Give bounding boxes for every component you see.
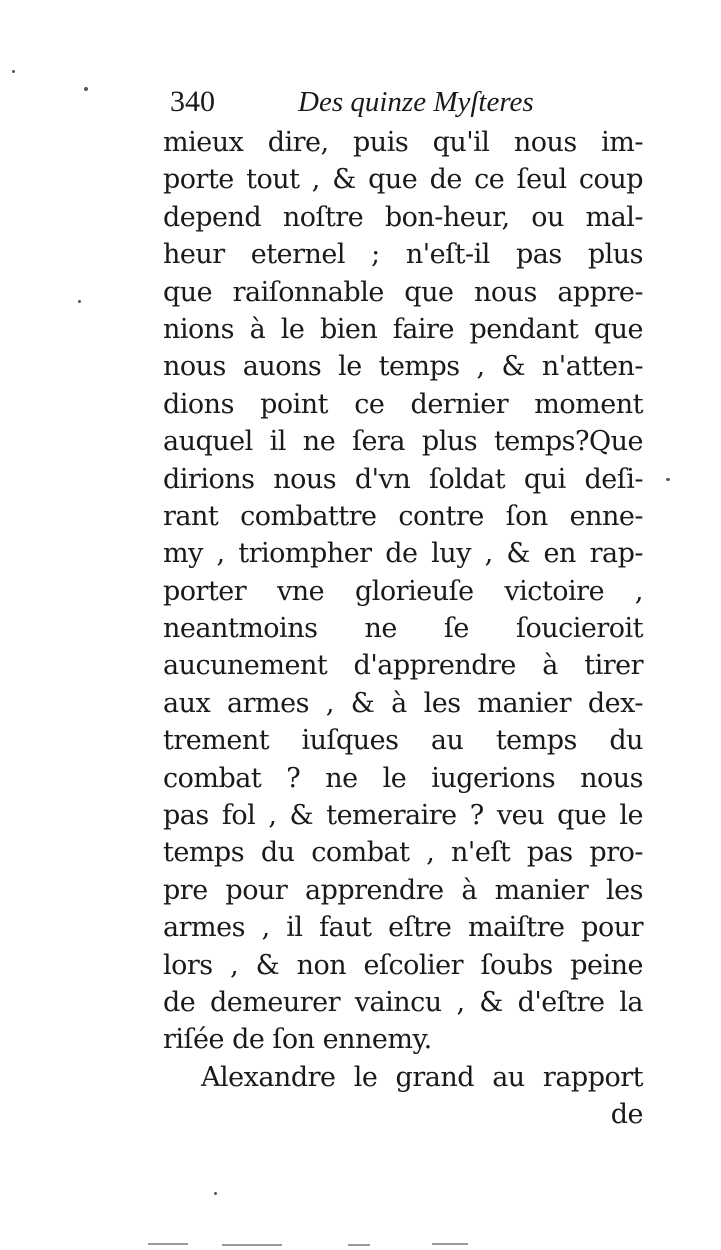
text-line: nions à le bien faire pendant que [163,313,643,345]
text-line: porter vne glorieuſe victoire , [163,575,643,607]
page-number: 340 [170,85,215,118]
text-line: dirions nous d'vn ſoldat qui deſi- [163,463,643,495]
text-line: pas fol , & temeraire ? veu que le [163,800,643,832]
text-line: que raiſonnable que nous appre- [163,276,643,308]
scan-edge-mark [348,1244,370,1246]
text-line: lors , & non eſcolier ſoubs peine [163,949,643,981]
text-line: depend noſtre bon-heur, ou mal- [163,201,643,233]
text-line: neantmoins ne ſe ſoucieroit [163,613,643,645]
text-line: armes , il faut eſtre maiſtre pour [163,912,643,944]
text-line: rant combattre contre ſon enne- [163,500,643,532]
text-line: auquel il ne ſera plus temps?Que [163,426,643,458]
scan-edge-mark [432,1243,468,1245]
text-line: Alexandre le grand au rapport [201,1061,643,1093]
text-line: pre pour apprendre à manier les [163,874,643,906]
text-line: combat ? ne le iugerions nous [163,762,643,794]
text-line: porte tout , & que de ce ſeul coup [163,164,643,196]
text-line: temps du combat , n'eſt pas pro- [163,837,643,869]
text-line: trement iuſques au temps du [163,725,643,757]
text-line: riſée de ſon ennemy. [163,1024,432,1056]
text-line: aux armes , & à les manier dex- [163,687,643,719]
scan-speck [666,478,670,481]
text-line: dions point ce dernier moment [163,388,643,420]
text-line: nous auons le temps , & n'atten- [163,351,643,383]
running-title: Des quinze Myſteres [298,86,534,118]
body-text [163,124,643,1134]
text-line: de demeurer vaincu , & d'eſtre la [163,986,643,1018]
text-line: my , triompher de luy , & en rap- [163,538,643,570]
scan-speck [12,70,15,73]
scan-speck [84,87,88,91]
catchword: de [610,1099,643,1131]
text-line: mieux dire, puis qu'il nous im- [163,127,643,158]
scan-speck [78,300,81,303]
scan-edge-mark [148,1243,188,1245]
text-line: heur eternel ; n'eſt-il pas plus [163,239,643,271]
page-header [170,82,640,126]
scan-speck [214,1192,217,1195]
text-line: aucunement d'apprendre à tirer [163,650,643,682]
scan-edge-mark [222,1244,282,1246]
